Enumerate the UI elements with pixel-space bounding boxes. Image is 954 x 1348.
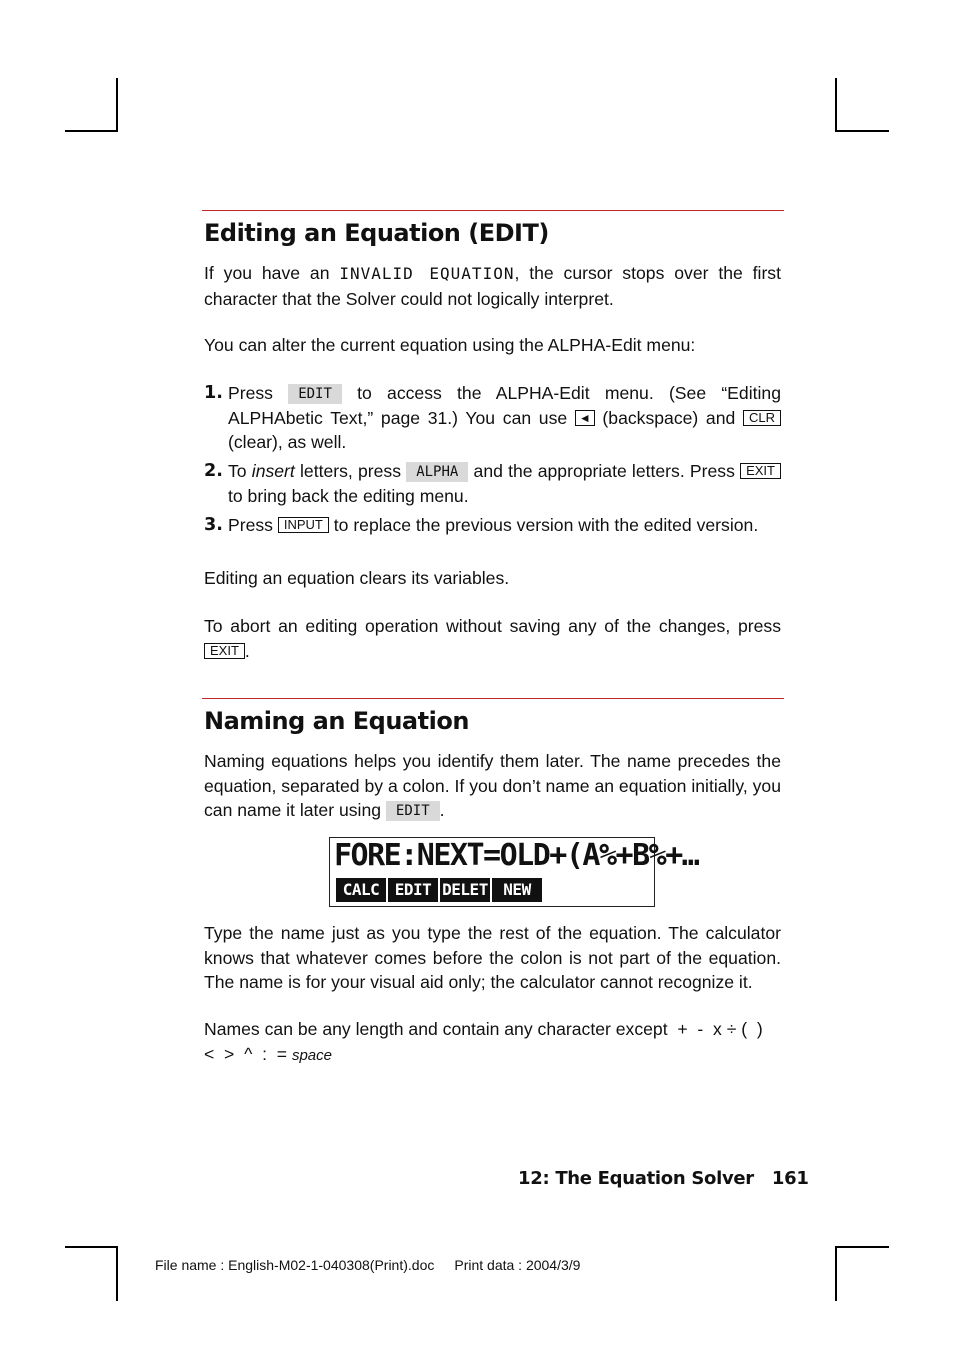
paragraph-naming: [204, 749, 781, 823]
text: To abort an editing operation without saving any of the changes, press: [204, 616, 781, 636]
step-3: [204, 513, 781, 538]
crop-mark: [835, 130, 889, 132]
exit-key: EXIT: [740, 463, 781, 479]
section-rule: [202, 210, 784, 211]
step-body: [228, 381, 781, 455]
crop-mark: [835, 1246, 837, 1301]
page-footer: [518, 1168, 809, 1189]
text: letters, press: [294, 461, 407, 481]
paragraph-abort: [204, 614, 781, 663]
crop-mark: [65, 1246, 118, 1248]
step-body: [228, 459, 781, 508]
invalid-equation-message: INVALID EQUATION: [339, 264, 515, 283]
menu-key-new: NEW: [492, 878, 542, 902]
step-number: 3.: [204, 515, 223, 535]
step-body: [228, 513, 781, 538]
text: Names can be any length and contain any character except + - x ÷ ( ): [204, 1019, 763, 1039]
menu-key-calc: CALC: [336, 878, 386, 902]
text: To: [228, 461, 252, 481]
clr-key: CLR: [743, 410, 781, 426]
display-menu-bar: [336, 878, 542, 902]
section-rule: [202, 698, 784, 699]
backspace-key-icon: ◄: [575, 410, 595, 426]
page-number: 161: [771, 1168, 809, 1189]
section-heading-naming: Naming an Equation: [204, 707, 469, 735]
paragraph-name-characters: [204, 1017, 781, 1068]
text: .: [244, 640, 250, 661]
text: to replace the previous version with the edited version.: [328, 515, 759, 535]
text: If you have an: [204, 263, 340, 283]
paragraph-clears-variables: Editing an equation clears its variables.: [204, 568, 510, 588]
text: Press: [228, 515, 278, 535]
chapter-title: 12: The Equation Solver: [518, 1168, 754, 1189]
emphasis: space: [291, 1046, 332, 1064]
print-date: Print data : 2004/3/9: [454, 1257, 581, 1273]
edit-softkey: EDIT: [386, 801, 440, 821]
emphasis: insert: [251, 461, 295, 481]
text: to bring back the editing menu.: [228, 485, 469, 506]
text: .: [439, 800, 445, 821]
text: Press: [228, 383, 289, 403]
paragraph-alpha-edit: You can alter the current equation using the ALPHA-Edit menu:: [204, 335, 696, 355]
menu-key-delet: DELET: [440, 878, 490, 902]
paragraph-invalid-equation: [204, 261, 781, 311]
crop-mark: [116, 1246, 118, 1301]
text: < > ^ : =: [204, 1043, 292, 1064]
input-key: INPUT: [278, 517, 329, 533]
alpha-softkey: ALPHA: [406, 462, 468, 482]
text: Naming equations helps you identify them later. The name precedes the equation, separated by a colon. If you don’t name an equation initially, you can name it later using: [204, 751, 781, 821]
text: to access the ALPHA-Edit menu. (See “Editing ALPHAbetic Text,” page 31.) You can use: [228, 383, 781, 428]
crop-mark: [65, 130, 118, 132]
text: and the appropriate letters. Press: [468, 461, 741, 481]
step-1: [204, 381, 781, 455]
file-name: File name : English-M02-1-040308(Print).doc: [155, 1257, 435, 1273]
calculator-display: [329, 837, 699, 907]
step-number: 2.: [204, 461, 223, 481]
text: (clear), as well.: [228, 432, 347, 453]
display-equation-line: FORE:NEXT=OLD+(A%+B%+…: [334, 838, 699, 873]
text: (backspace) and: [594, 407, 743, 428]
exit-key: EXIT: [204, 643, 245, 659]
edit-softkey: EDIT: [288, 384, 342, 404]
paragraph-type-name: Type the name just as you type the rest of the equation. The calculator knows that whatever comes before the colon is not part of the equation. The name is for your visual aid only; the calculator cannot recognize it.: [204, 923, 781, 993]
step-number: 1.: [204, 383, 223, 403]
crop-mark: [116, 78, 118, 132]
step-2: [204, 459, 781, 508]
crop-mark: [835, 1246, 889, 1248]
section-heading-edit: Editing an Equation (EDIT): [204, 219, 549, 247]
crop-mark: [835, 78, 837, 132]
print-info: [155, 1257, 580, 1273]
text: , the cursor stops over the first character that the Solver could not logically interpret.: [204, 263, 781, 309]
menu-key-edit: EDIT: [388, 878, 438, 902]
